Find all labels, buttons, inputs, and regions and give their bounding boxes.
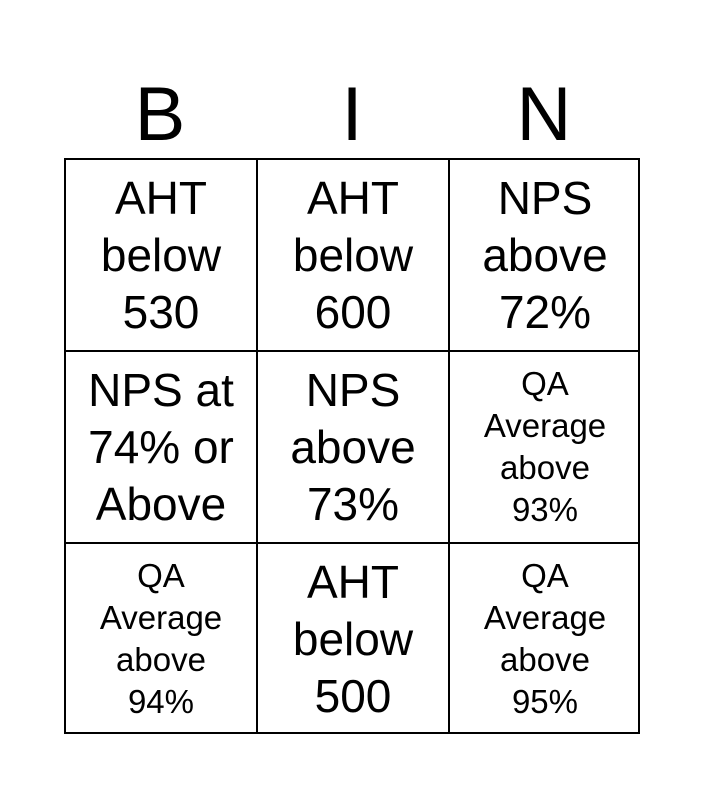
bingo-grid [64,158,640,734]
cell-text: QA Average above 94% [99,557,223,720]
header-letter-b: B [134,72,186,157]
bingo-cell-r2-c2[interactable] [256,350,448,542]
bingo-header [64,72,640,158]
bingo-cell-r3-c1[interactable] [64,542,256,734]
bingo-cell-r1-c1[interactable] [64,158,256,350]
header-letter-i: I [341,72,363,157]
cell-text: NPS above 72% [482,171,608,338]
bingo-cell-r3-c3[interactable] [448,542,640,734]
cell-text: AHT below 600 [292,171,414,338]
header-letter-n: N [516,72,572,157]
bingo-cell-r2-c3[interactable] [448,350,640,542]
cell-text: AHT below 500 [292,555,414,722]
bingo-cell-r1-c2[interactable] [256,158,448,350]
cell-text: QA Average above 93% [483,365,607,528]
cell-text: NPS above 73% [290,363,416,530]
bingo-cell-r2-c1[interactable] [64,350,256,542]
cell-text: NPS at 74% or Above [88,363,234,530]
bingo-cell-r3-c2[interactable] [256,542,448,734]
cell-text: QA Average above 95% [483,557,607,720]
bingo-cell-r1-c3[interactable] [448,158,640,350]
cell-text: AHT below 530 [100,171,222,338]
